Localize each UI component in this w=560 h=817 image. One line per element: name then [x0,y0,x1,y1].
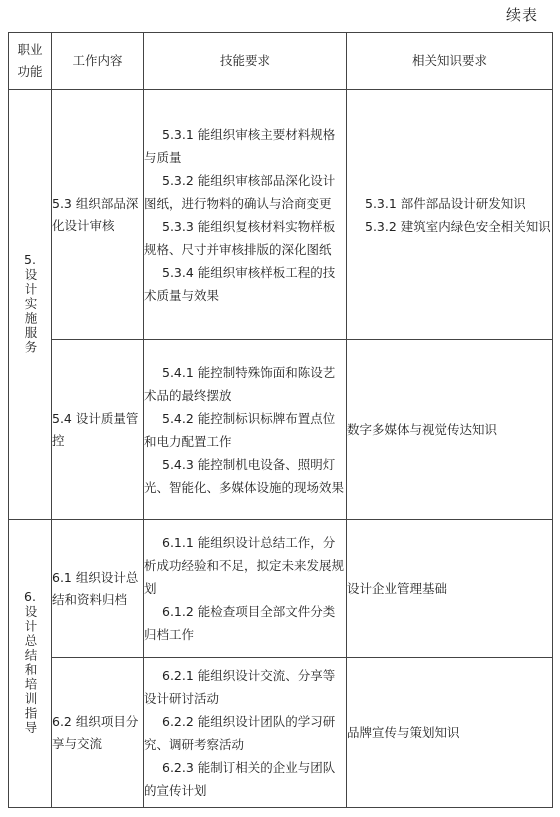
skill-item: 5.3.4 能组织审核样板工程的技术质量与效果 [144,264,336,303]
competency-table [8,32,553,808]
table-row [9,520,553,658]
skill-item: 5.3.2 能组织审核部品深化设计图纸，进行物料的确认与洽商变更 [144,172,336,211]
function-name: 设计实施服务 [23,267,38,355]
table-row [9,658,553,808]
knowledge-item: 5.3.2 建筑室内绿色安全相关知识 [365,218,551,234]
knowledge-item: 设计企业管理基础 [347,581,448,596]
function-number: 6. [24,588,36,604]
knowledge-cell [347,658,553,808]
skills-cell [144,90,347,340]
continued-label: 续表 [505,6,538,24]
skill-item: 6.2.2 能组织设计团队的学习研究、调研考察活动 [144,713,336,752]
header-work-content: 工作内容 [52,33,144,90]
table-row [9,90,553,340]
function-cell-5 [9,90,52,520]
knowledge-cell [347,340,553,520]
work-content-cell: 6.2 组织项目分享与交流 [52,658,144,808]
skill-item: 6.1.1 能组织设计总结工作，分析成功经验和不足，拟定未来发展规划 [144,535,345,596]
skills-cell [144,658,347,808]
skill-item: 5.4.1 能控制特殊饰面和陈设艺术品的最终摆放 [144,364,336,403]
knowledge-item: 品牌宣传与策划知识 [347,725,460,740]
skill-item: 6.2.3 能制订相关的企业与团队的宣传计划 [144,759,336,798]
skill-item: 5.4.3 能控制机电设备、照明灯光、智能化、多媒体设施的现场效果 [144,456,345,495]
function-number: 5. [24,251,36,267]
knowledge-item: 5.3.1 部件部品设计研发知识 [365,195,526,211]
header-knowledge-requirements: 相关知识要求 [347,33,553,90]
header-occupational-function: 职业功能 [9,33,52,90]
skill-item: 6.1.2 能检查项目全部文件分类归档工作 [144,604,336,642]
skill-item: 5.4.2 能控制标识标牌布置点位和电力配置工作 [144,410,336,449]
work-content-cell: 5.3 组织部品深化设计审核 [52,90,144,340]
header-skill-requirements: 技能要求 [144,33,347,90]
function-name: 设计总结和培训指导 [23,604,38,736]
knowledge-item: 数字多媒体与视觉传达知识 [347,422,498,437]
skill-item: 5.3.3 能组织复核材料实物样板规格、尺寸并审核排版的深化图纸 [144,218,336,257]
skills-cell [144,340,347,520]
skill-item: 6.2.1 能组织设计交流、分享等设计研讨活动 [144,667,336,706]
work-content-cell: 5.4 设计质量管控 [52,340,144,520]
knowledge-cell [347,90,553,340]
skill-item: 5.3.1 能组织审核主要材料规格与质量 [144,126,336,165]
header-row [9,33,553,90]
knowledge-cell [347,520,553,658]
table-row [9,340,553,520]
function-cell-6 [9,520,52,808]
work-content-cell: 6.1 组织设计总结和资料归档 [52,520,144,658]
skills-cell [144,520,347,658]
